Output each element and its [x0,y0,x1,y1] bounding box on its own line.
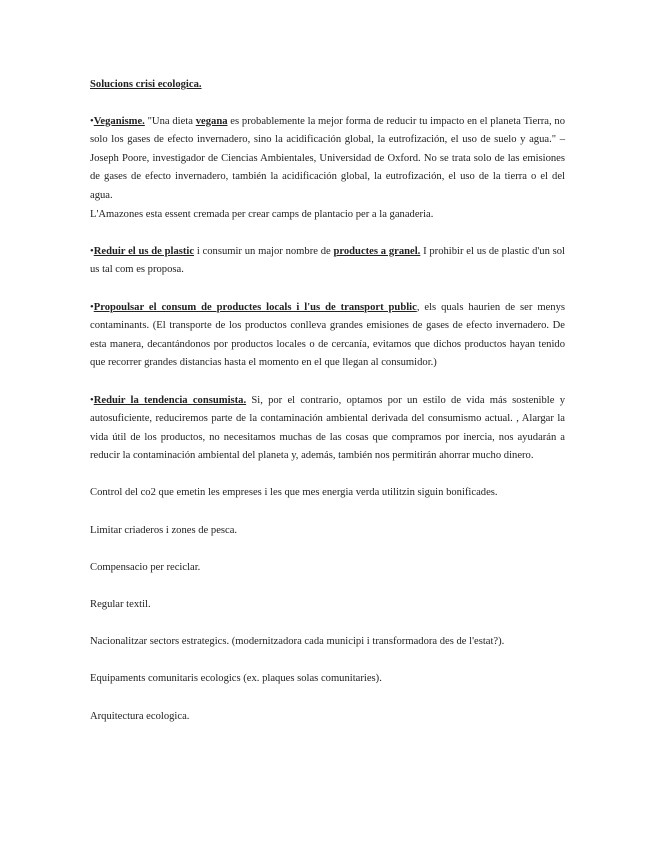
amazon-line: L'Amazones esta essent cremada per crear camps de plantacio per a la ganaderia. [90,208,434,220]
paragraph-locals [90,299,565,373]
paragraph-plastic [90,243,565,280]
heading-veganisme: Veganisme. [93,115,145,127]
heading-granel: productes a granel. [333,245,421,257]
consumisme-rest: Si, por el contrario, optamos por un estilo de vida más sostenible y autosuficiente, reduciremos parte de la contaminación ambiental derivada del consumismo actual. , Alargar la vida útil de los productos, no necesitamos muchas de las cosas que compramos por inercia, nos ayudarán a reducir la contaminación ambiental del planeta y, además, también nos permitirán ahorrar mucho dinero. [90,394,565,462]
plastic-middle: i consumir un major nombre de [194,245,334,257]
list-item: Regular textil. [90,599,151,611]
heading-plastic: Reduir el us de plastic [93,245,195,257]
list-item: Compensacio per reciclar. [90,561,201,573]
list-item: Arquitectura ecologica. [90,710,190,722]
paragraph-veganisme [90,113,565,225]
list-item: Equipaments comunitaris ecologics (ex. plaques solas comunitaries). [90,673,382,685]
list-item: Control del co2 que emetin les empreses i les que mes energia verda utilitzin siguin bonificades. [90,487,498,499]
bullet: • [90,301,94,313]
bullet: • [90,115,94,127]
document-title: Solucions crisi ecologica. [90,79,202,90]
plastic-rest: I prohibir el us de plastic d'un sol us tal com es proposa. [90,245,565,276]
bullet: • [90,394,94,406]
locals-rest: , els quals haurien de ser menys contaminants. (El transporte de los productos conlleva grandes emisiones de gases de efecto invernadero. De esta manera, decantándonos por productos locales o de cercanía, evitamos que dichos productos hayan tenido que recorrer grandes distancias hasta el momento en el que llegan al consumidor.) [90,301,565,369]
quote-bold-vegana: vegana [195,115,228,127]
list-item: Nacionalitzar sectors estrategics. (modernitzadora cada municipi i transformadora des de l'estat?). [90,636,505,648]
quote-start: "Una dieta [144,115,196,127]
bullet: • [90,245,94,257]
heading-locals: Propoulsar el consum de productes locals i l'us de transport public [93,301,417,313]
heading-consumisme: Reduir la tendencia consumista. [93,394,247,406]
paragraph-consumisme [90,392,565,466]
list-item: Limitar criaderos i zones de pesca. [90,524,238,536]
quote-rest: es probablemente la mejor forma de reducir tu impacto en el planeta Tierra, no solo los gases de efecto invernadero, sino la acidificación global, la eutrofización, el uso de suelo y agua." – Joseph Poore, investigador de Ciencias Ambientales, Universidad de Oxford. No se trata solo de las emisiones de gases de efecto invernadero, también la acidificación global, la eutrofización, el uso de la tierra o el del agua. [90,115,565,201]
